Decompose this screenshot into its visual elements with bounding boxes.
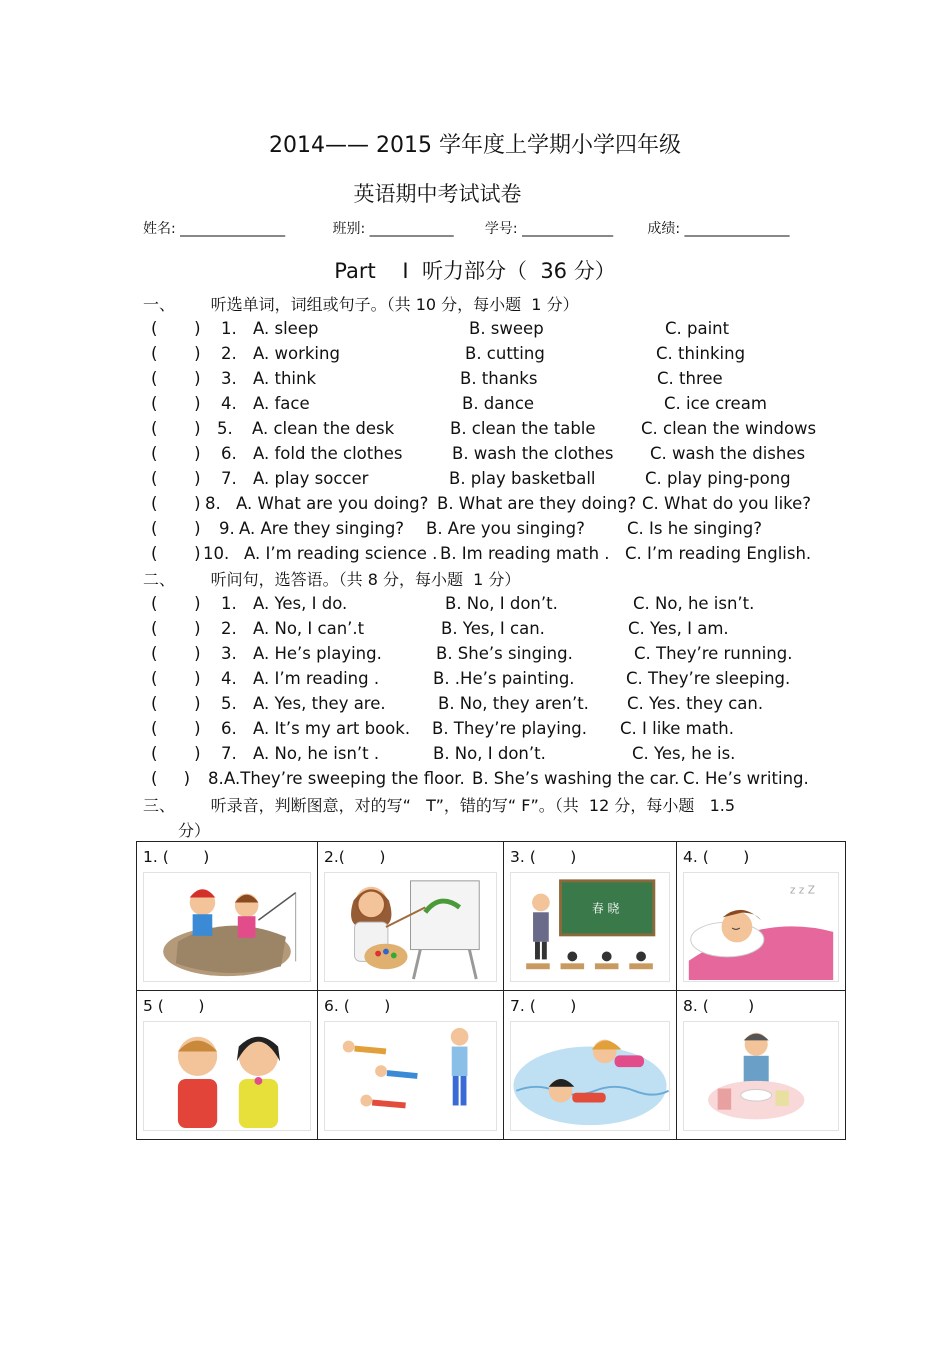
answer-blank[interactable]: 3. ( ) — [510, 848, 577, 866]
woman-washing-dishes-picture — [683, 1021, 839, 1131]
option-a[interactable]: A. fold the clothes — [253, 444, 403, 463]
option-c[interactable]: C. What do you like? — [642, 494, 812, 513]
option-a[interactable]: A. No, I can’.t — [253, 619, 365, 638]
answer-blank[interactable]: ( ) — [151, 369, 201, 388]
option-a[interactable]: A. He’s playing. — [253, 644, 382, 663]
answer-blank[interactable]: ( ) — [151, 394, 201, 413]
section3-heading-cont: 分） — [178, 821, 211, 840]
girl-sleeping-picture — [683, 872, 839, 982]
picture-cell — [318, 842, 504, 991]
answer-blank[interactable]: ( ) — [151, 444, 201, 463]
picture-cell — [504, 842, 677, 991]
option-c[interactable]: C. paint — [665, 319, 730, 338]
option-b[interactable]: B. wash the clothes — [452, 444, 614, 463]
option-b[interactable]: B. Im reading math . — [440, 544, 610, 563]
option-a[interactable]: A. Yes, they are. — [253, 694, 386, 713]
question-number: 8. — [205, 494, 221, 513]
section1-heading: 一、 听选单词，词组或句子。（共 10 分，每小题 1 分） — [143, 295, 579, 314]
option-c[interactable]: C. ice cream — [664, 394, 767, 413]
answer-blank[interactable]: ( ) — [151, 694, 201, 713]
option-b[interactable]: B. thanks — [460, 369, 538, 388]
option-a[interactable]: A. working — [253, 344, 340, 363]
number-field[interactable]: 学号: _____________ — [484, 221, 614, 237]
question-number: 1. — [221, 594, 237, 613]
picture-cell — [677, 991, 846, 1140]
option-a[interactable]: A. think — [253, 369, 317, 388]
option-b[interactable]: B. They’re playing. — [432, 719, 588, 738]
question-number: 3. — [221, 644, 237, 663]
option-b[interactable]: B. sweep — [469, 319, 544, 338]
answer-blank[interactable]: ( ) — [151, 494, 201, 513]
option-c[interactable]: C. Yes. they can. — [627, 694, 764, 713]
name-field[interactable]: 姓名: _______________ — [143, 221, 286, 237]
option-a[interactable]: A. Are they singing? — [239, 519, 405, 538]
question-number: 9. — [219, 519, 235, 538]
option-c[interactable]: C. I like math. — [620, 719, 735, 738]
fishing-kids-picture — [143, 872, 311, 982]
class-field[interactable]: 班别: ____________ — [332, 221, 454, 237]
option-a[interactable]: A. What are you doing? — [236, 494, 429, 513]
answer-blank[interactable]: ( ) — [151, 644, 201, 663]
question-number: 6. — [221, 444, 237, 463]
question-number: 5. — [217, 419, 233, 438]
option-c[interactable]: C. He’s writing. — [683, 769, 809, 788]
option-a[interactable]: A. No, he isn’t . — [253, 744, 380, 763]
option-a[interactable]: A. I’m reading . — [253, 669, 380, 688]
question-number: 4. — [221, 394, 237, 413]
section3-heading: 三、 听录音，判断图意，对的写“ T”，错的写“ F”。（共 12 分，每小题 1.5 — [143, 796, 736, 815]
picture-cell — [137, 991, 318, 1140]
option-b[interactable]: B. .He’s painting. — [433, 669, 575, 688]
girl-painting-picture — [324, 872, 497, 982]
answer-blank[interactable]: ( ) — [151, 669, 201, 688]
answer-blank[interactable]: 6. ( ) — [324, 997, 391, 1015]
kids-exercising-picture — [324, 1021, 497, 1131]
picture-cell — [137, 842, 318, 991]
option-b[interactable]: B. She’s singing. — [436, 644, 573, 663]
answer-blank[interactable]: ( ) — [151, 469, 201, 488]
question-number: 5. — [221, 694, 237, 713]
option-a[interactable]: A. sleep — [253, 319, 319, 338]
score-field[interactable]: 成绩: _______________ — [647, 221, 790, 237]
answer-blank[interactable]: ( ) — [151, 319, 201, 338]
answer-blank[interactable]: 4. ( ) — [683, 848, 750, 866]
question-number: 7. — [221, 469, 237, 488]
svg-text:z z Z: z z Z — [789, 884, 815, 897]
option-b[interactable]: B. She’s washing the car. — [472, 769, 680, 788]
option-c[interactable]: C. Yes, I am. — [628, 619, 729, 638]
option-a[interactable]: A. I’m reading science . — [244, 544, 438, 563]
answer-blank[interactable]: 5 ( ) — [143, 997, 205, 1015]
question-number: 7. — [221, 744, 237, 763]
option-c[interactable]: C. wash the dishes — [650, 444, 806, 463]
option-b[interactable]: B. No, they aren’t. — [438, 694, 589, 713]
option-b[interactable]: B. play basketball — [449, 469, 596, 488]
option-c[interactable]: C. They’re running. — [634, 644, 793, 663]
option-c[interactable]: C. three — [657, 369, 723, 388]
option-b[interactable]: B. What are they doing? — [437, 494, 637, 513]
answer-blank[interactable]: 8. ( ) — [683, 997, 755, 1015]
option-b[interactable]: B. clean the table — [450, 419, 596, 438]
blackboard-text: 春 晓 — [591, 901, 620, 916]
option-c[interactable]: C. No, he isn’t. — [633, 594, 755, 613]
option-c[interactable]: C. clean the windows — [641, 419, 817, 438]
option-a[interactable]: A. face — [253, 394, 310, 413]
picture-cell — [318, 991, 504, 1140]
part-title: Part I 听力部分（ 36 分） — [334, 259, 616, 283]
option-b[interactable]: B. No, I don’t. — [445, 594, 558, 613]
question-number: 1. — [221, 319, 237, 338]
option-b[interactable]: B. dance — [462, 394, 535, 413]
option-a[interactable]: A. play soccer — [253, 469, 369, 488]
question-number: 6. — [221, 719, 237, 738]
answer-blank[interactable]: ( ) — [151, 619, 201, 638]
question-number: 2. — [221, 619, 237, 638]
question-number: 2. — [221, 344, 237, 363]
answer-blank[interactable]: ( ) — [151, 519, 201, 538]
option-a[interactable]: A. Yes, I do. — [253, 594, 348, 613]
question-number: 4. — [221, 669, 237, 688]
answer-blank[interactable]: ( ) — [151, 419, 201, 438]
option-b[interactable]: B. No, I don’t. — [433, 744, 546, 763]
picture-cell — [504, 991, 677, 1140]
answer-blank[interactable]: 1. ( ) — [143, 848, 210, 866]
option-a[interactable]: A. clean the desk — [252, 419, 395, 438]
option-c[interactable]: C. Is he singing? — [627, 519, 762, 538]
exam-subtitle: 英语期中考试试卷 — [353, 182, 522, 206]
option-c[interactable]: C. They’re sleeping. — [626, 669, 791, 688]
option-b[interactable]: B. Are you singing? — [426, 519, 585, 538]
answer-blank[interactable]: 7. ( ) — [510, 997, 577, 1015]
option-c[interactable]: C. Yes, he is. — [632, 744, 736, 763]
answer-blank[interactable]: ( ) — [151, 344, 201, 363]
option-b[interactable]: B. cutting — [465, 344, 545, 363]
option-a[interactable]: A. It’s my art book. — [253, 719, 411, 738]
teacher-classroom-picture — [510, 872, 670, 982]
answer-blank[interactable]: ( ) — [151, 744, 201, 763]
picture-grid — [136, 841, 846, 1140]
picture-cell — [677, 842, 846, 991]
boy-girl-talking-picture — [143, 1021, 311, 1131]
option-c[interactable]: C. play ping-pong — [645, 469, 791, 488]
option-b[interactable]: B. Yes, I can. — [441, 619, 545, 638]
exam-title: 2014—— 2015 学年度上学期小学四年级 — [269, 133, 681, 158]
question-number: 8. — [208, 769, 224, 788]
student-info-row — [143, 218, 790, 238]
section2-heading: 二、 听问句，选答语。（共 8 分，每小题 1 分） — [143, 570, 521, 589]
answer-blank[interactable]: ( ) — [151, 769, 191, 788]
question-number: 10. — [203, 544, 230, 563]
answer-blank[interactable]: 2.( ) — [324, 848, 386, 866]
answer-blank[interactable]: ( ) — [151, 719, 201, 738]
answer-blank[interactable]: ( ) — [151, 594, 201, 613]
option-a[interactable]: A.They’re sweeping the floor. — [224, 769, 465, 788]
question-number: 3. — [221, 369, 237, 388]
option-c[interactable]: C. I’m reading English. — [625, 544, 812, 563]
kids-swimming-picture — [510, 1021, 670, 1131]
answer-blank[interactable]: ( ) — [151, 544, 201, 563]
option-c[interactable]: C. thinking — [656, 344, 746, 363]
